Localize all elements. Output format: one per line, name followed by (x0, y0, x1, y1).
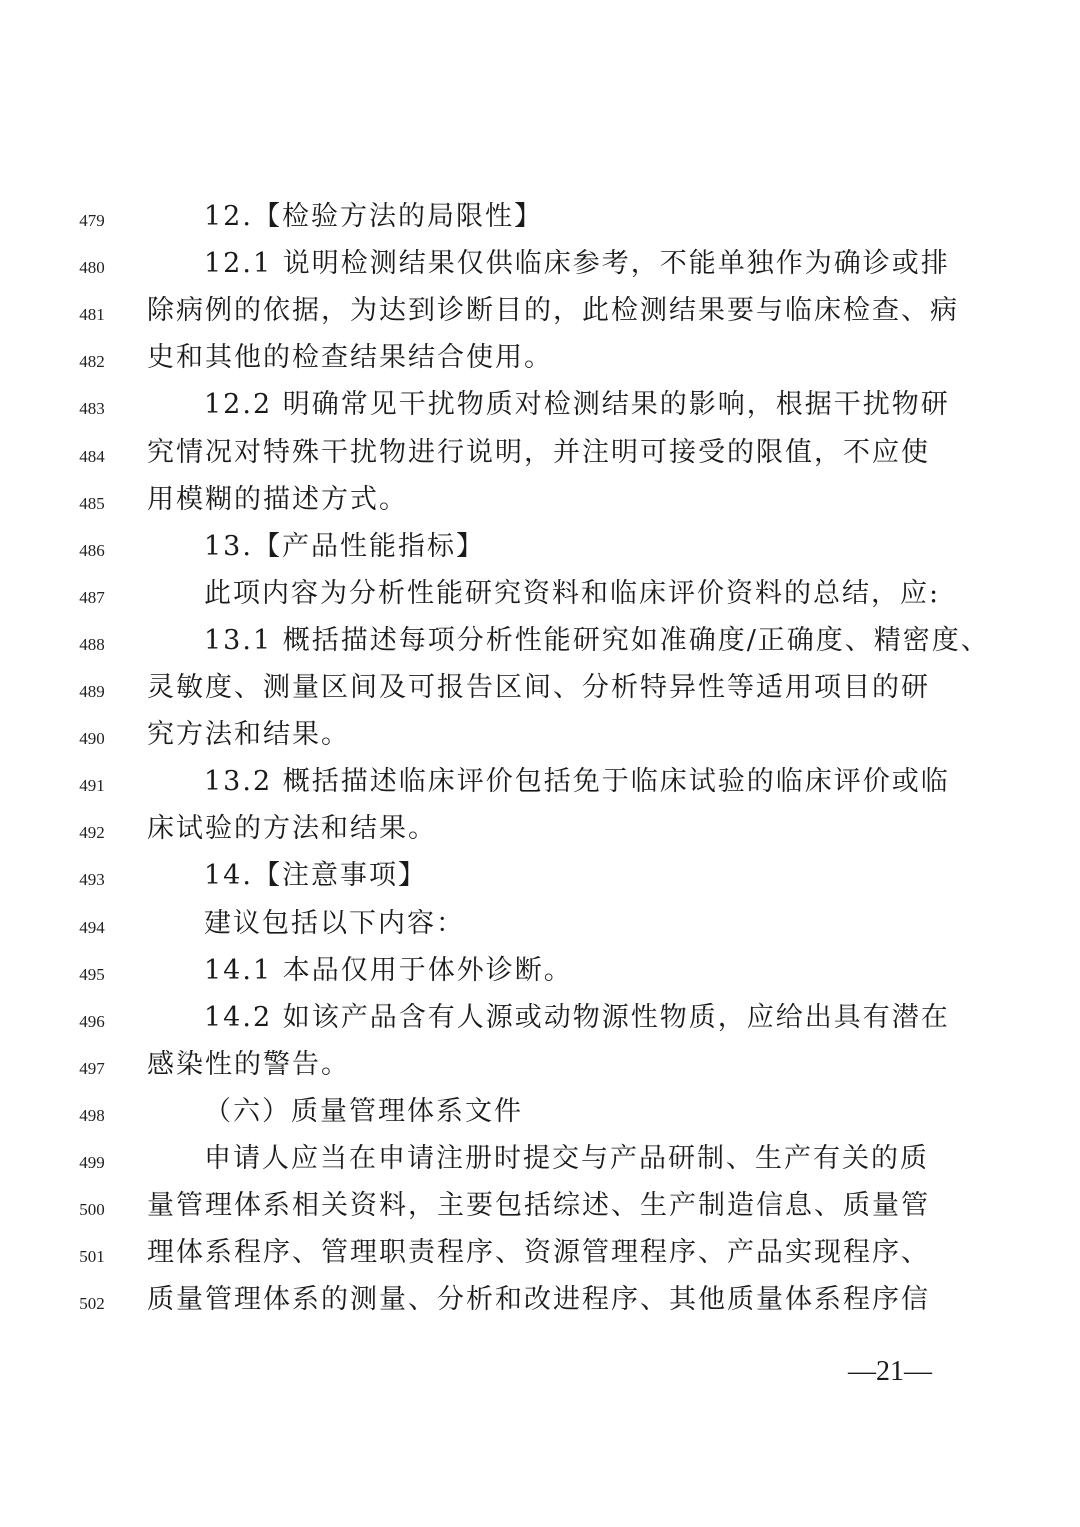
line-number: 479 (79, 211, 105, 230)
line-text: 灵敏度、测量区间及可报告区间、分析特异性等适用项目的研 (147, 672, 930, 703)
line-number: 488 (79, 634, 105, 654)
document-line (0, 433, 1080, 480)
document-line (0, 1233, 1080, 1280)
document-line (0, 1045, 1080, 1092)
line-text: 究方法和结果。 (147, 719, 350, 751)
line-number: 480 (79, 258, 105, 278)
line-number: 492 (79, 823, 105, 843)
document-line (0, 338, 1080, 385)
line-text: 13.【产品性能指标】 (204, 530, 485, 562)
document-line (0, 574, 1080, 621)
line-text: （六）质量管理体系文件 (204, 1095, 523, 1127)
line-text: 此项内容为分析性能研究资料和临床评价资料的总结，应: (204, 577, 941, 609)
line-text: 14.【注意事项】 (204, 860, 427, 892)
line-number: 494 (79, 917, 105, 937)
document-line (0, 904, 1080, 951)
line-text: 14.1 本品仅用于体外诊断。 (204, 954, 573, 986)
document-line (0, 1280, 1080, 1327)
line-text: 究情况对特殊干扰物进行说明，并注明可接受的限值，不应使 (147, 436, 930, 468)
line-text: 13.2 概括描述临床评价包括免于临床试验的临床评价或临 (204, 766, 950, 798)
line-text: 12.【检验方法的局限性】 (204, 201, 543, 232)
document-line (0, 385, 1080, 432)
line-number: 484 (79, 446, 105, 466)
document-line (0, 856, 1080, 903)
document-line (0, 951, 1080, 998)
line-number: 481 (79, 305, 105, 325)
document-line (0, 998, 1080, 1045)
line-number: 499 (79, 1153, 105, 1172)
document-line (0, 480, 1080, 527)
document-line (0, 762, 1080, 809)
line-number: 496 (79, 1011, 105, 1031)
document-line (0, 809, 1080, 856)
line-number: 482 (79, 352, 105, 372)
line-text: 床试验的方法和结果。 (147, 813, 437, 845)
line-number: 495 (79, 964, 105, 984)
document-line (0, 1092, 1080, 1139)
line-text: 理体系程序、管理职责程序、资源管理程序、产品实现程序、 (147, 1237, 930, 1269)
line-text: 12.1 说明检测结果仅供临床参考，不能单独作为确诊或排 (204, 248, 950, 280)
line-number: 500 (79, 1200, 105, 1220)
document-line (0, 668, 1080, 715)
document-line (0, 715, 1080, 762)
line-text: 13.1 概括描述每项分析性能研究如准确度/正确度、精密度、 (204, 624, 990, 656)
line-number: 502 (79, 1294, 105, 1314)
document-line (0, 621, 1080, 668)
document-line (0, 291, 1080, 338)
line-number: 485 (79, 493, 105, 513)
document-line (0, 1139, 1080, 1186)
document-line (0, 244, 1080, 291)
line-number: 498 (79, 1105, 105, 1125)
document-line (0, 197, 1080, 244)
document-line (0, 1186, 1080, 1233)
line-text: 建议包括以下内容： (204, 907, 465, 939)
line-text: 14.2 如该产品含有人源或动物源性物质，应给出具有潜在 (204, 1001, 950, 1033)
line-text: 除病例的依据，为达到诊断目的，此检测结果要与临床检查、病 (147, 295, 959, 327)
line-text: 史和其他的检查结果结合使用。 (147, 342, 553, 374)
line-text: 质量管理体系的测量、分析和改进程序、其他质量体系程序信 (147, 1284, 930, 1316)
line-number: 483 (79, 399, 105, 419)
line-text: 申请人应当在申请注册时提交与产品研制、生产有关的质 (204, 1143, 929, 1174)
line-number: 489 (79, 682, 105, 701)
page-number: —21— (848, 1356, 932, 1387)
line-number: 487 (79, 587, 105, 607)
line-number: 490 (79, 729, 105, 749)
document-line (0, 527, 1080, 574)
line-number: 493 (79, 870, 105, 890)
line-number: 497 (79, 1058, 105, 1078)
line-text: 感染性的警告。 (147, 1048, 350, 1080)
line-text: 12.2 明确常见干扰物质对检测结果的影响，根据干扰物研 (204, 389, 950, 421)
line-number: 501 (79, 1247, 105, 1267)
line-number: 491 (79, 776, 105, 796)
line-text: 用模糊的描述方式。 (147, 483, 408, 515)
line-number: 486 (79, 540, 105, 560)
line-text: 量管理体系相关资料，主要包括综述、生产制造信息、质量管 (147, 1190, 930, 1222)
